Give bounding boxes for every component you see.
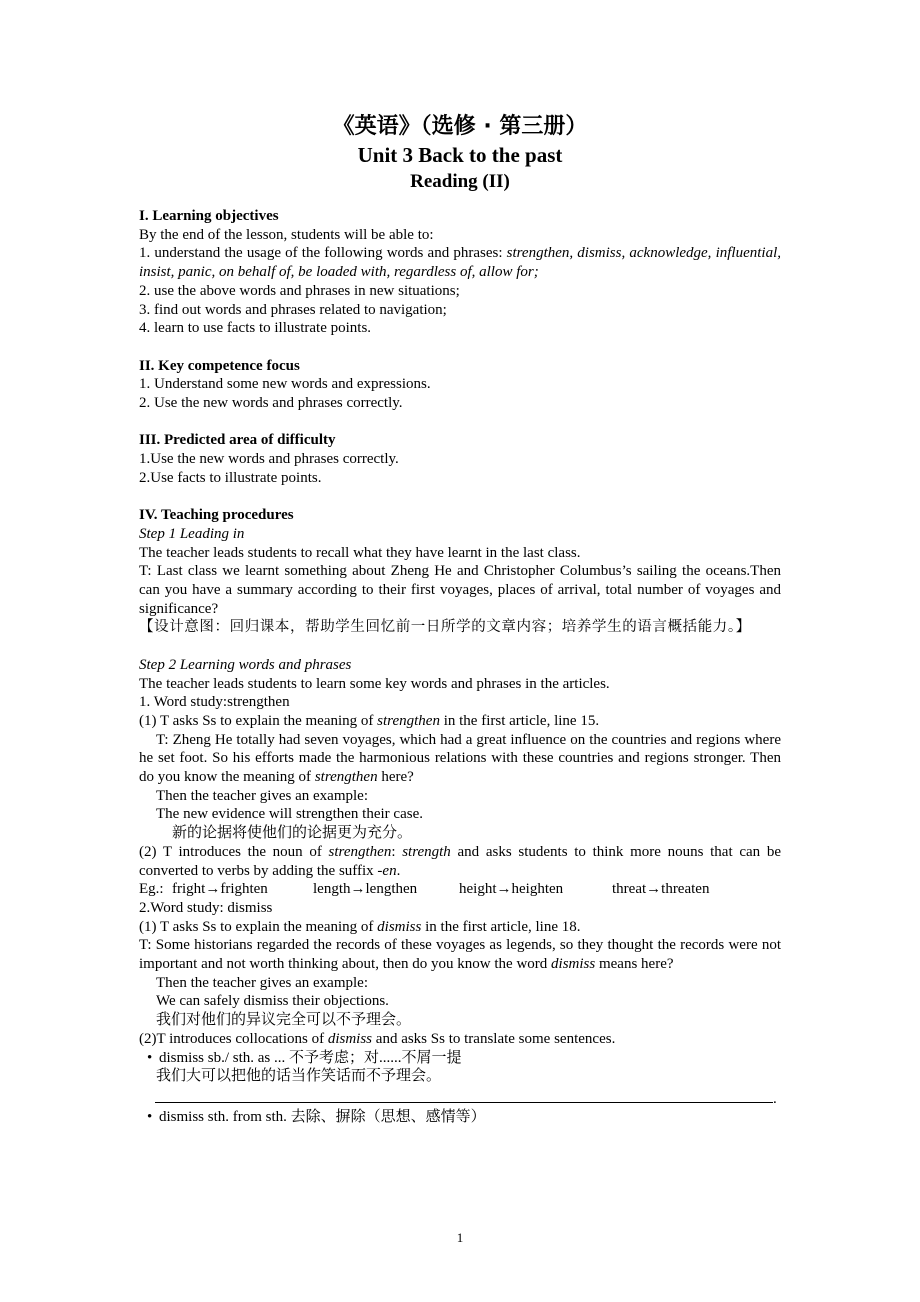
word-study-1a: (1) T asks Ss to explain the meaning of strengthen in the first article, line 15. <box>139 712 600 729</box>
word-study-2: 2.Word study: dismiss <box>139 899 273 916</box>
word-study-2-example-intro: Then the teacher gives an example: <box>156 974 368 991</box>
word-study-1-example-en: The new evidence will strengthen their case. <box>156 806 423 823</box>
difficulty-2: 2.Use facts to illustrate points. <box>139 469 322 486</box>
step1-p2: T: Last class we learnt something about Zheng He and Christopher Columbus’s sailing the oceans.Then can you have a summary according to their first voyages, places of arrival, total number of voyages and significance? <box>139 563 781 617</box>
word-study-2-teacher: T: Some historians regarded the records of these voyages as legends, so they thought the records were not important and not worth thinking about, then do you know the word dismiss means here? <box>139 937 781 973</box>
word-study-1b: (2) T introduces the noun of strengthen: strength and asks students to think more nouns that can be converted to verbs by adding the suffix -en. <box>139 843 781 879</box>
objectives-intro: By the end of the lesson, students will be able to: <box>139 226 434 243</box>
collocation-2: • dismiss sth. from sth. 去除、摒除（思想、感情等） <box>139 1108 781 1127</box>
lesson-title: Reading (II) <box>410 171 510 192</box>
heading-competence: II. Key competence focus <box>139 357 300 374</box>
step2-title: Step 2 Learning words and phrases <box>139 656 352 673</box>
competence-2: 2. Use the new words and phrases correctly. <box>139 395 403 412</box>
suffix-example: fright→frighten <box>172 881 268 898</box>
collocation-1-sentence-cn: 我们大可以把他的话当作笑话而不予理会。 <box>156 1068 442 1085</box>
unit-title: Unit 3 Back to the past <box>357 143 563 167</box>
word-study-1-example-intro: Then the teacher gives an example: <box>156 787 368 804</box>
suffix-examples <box>139 880 781 899</box>
objective-3: 3. find out words and phrases related to navigation; <box>139 301 447 318</box>
design-intent-note: 【设计意图：回归课本，帮助学生回忆前一日所学的文章内容；培养学生的语言概括能力。】 <box>139 619 751 636</box>
competence-1: 1. Understand some new words and expressions. <box>139 376 431 393</box>
word-study-1: 1. Word study:strengthen <box>139 694 290 711</box>
step1-p1: The teacher leads students to recall what they have learnt in the last class. <box>139 544 581 561</box>
word-study-2a: (1) T asks Ss to explain the meaning of dismiss in the first article, line 18. <box>139 918 581 935</box>
objective-1: 1. understand the usage of the following words and phrases: strengthen, dismiss, acknowledge, influential, insist, panic, on behalf of, be loaded with, regardless of, allow for; <box>139 245 781 281</box>
suffix-example: length→lengthen <box>313 881 418 898</box>
step1-title: Step 1 Leading in <box>139 525 245 542</box>
document-page <box>139 112 781 1127</box>
eg-label: Eg.: <box>139 881 168 898</box>
word-study-1-example-cn: 新的论据将使他们的论据更为充分。 <box>172 825 413 842</box>
document-title-cn: 《英语》（选修 · 第三册） <box>332 114 588 139</box>
difficulty-1: 1.Use the new words and phrases correctly. <box>139 451 399 468</box>
collocation-1: • dismiss sb./ sth. as ... 不予考虑；对......不屑一提 <box>139 1049 781 1068</box>
heading-procedures: IV. Teaching procedures <box>139 507 294 524</box>
objective-2: 2. use the above words and phrases in new situations; <box>139 282 460 299</box>
heading-objectives: I. Learning objectives <box>139 208 279 224</box>
word-study-2b: (2)T introduces collocations of dismiss and asks Ss to translate some sentences. <box>139 1030 616 1047</box>
word-study-2-example-cn: 我们对他们的异议完全可以不予理会。 <box>156 1012 412 1029</box>
suffix-example: height→heighten <box>459 881 564 898</box>
word-study-1-teacher: T: Zheng He totally had seven voyages, which had a great influence on the countries and regions where he set foot. So his efforts made the harmonious relations with these countries and regions stronger. Then do you know the meaning of strengthen here? <box>139 731 781 786</box>
step2-p1: The teacher leads students to learn some key words and phrases in the articles. <box>139 675 610 692</box>
page-number: 1 <box>456 1230 464 1245</box>
heading-difficulty: III. Predicted area of difficulty <box>139 432 336 449</box>
word-study-2-example-en: We can safely dismiss their objections. <box>156 993 389 1010</box>
translation-blank[interactable]: . <box>139 1086 781 1108</box>
suffix-example: threat→threaten <box>612 881 710 898</box>
objective-4: 4. learn to use facts to illustrate points. <box>139 320 372 337</box>
